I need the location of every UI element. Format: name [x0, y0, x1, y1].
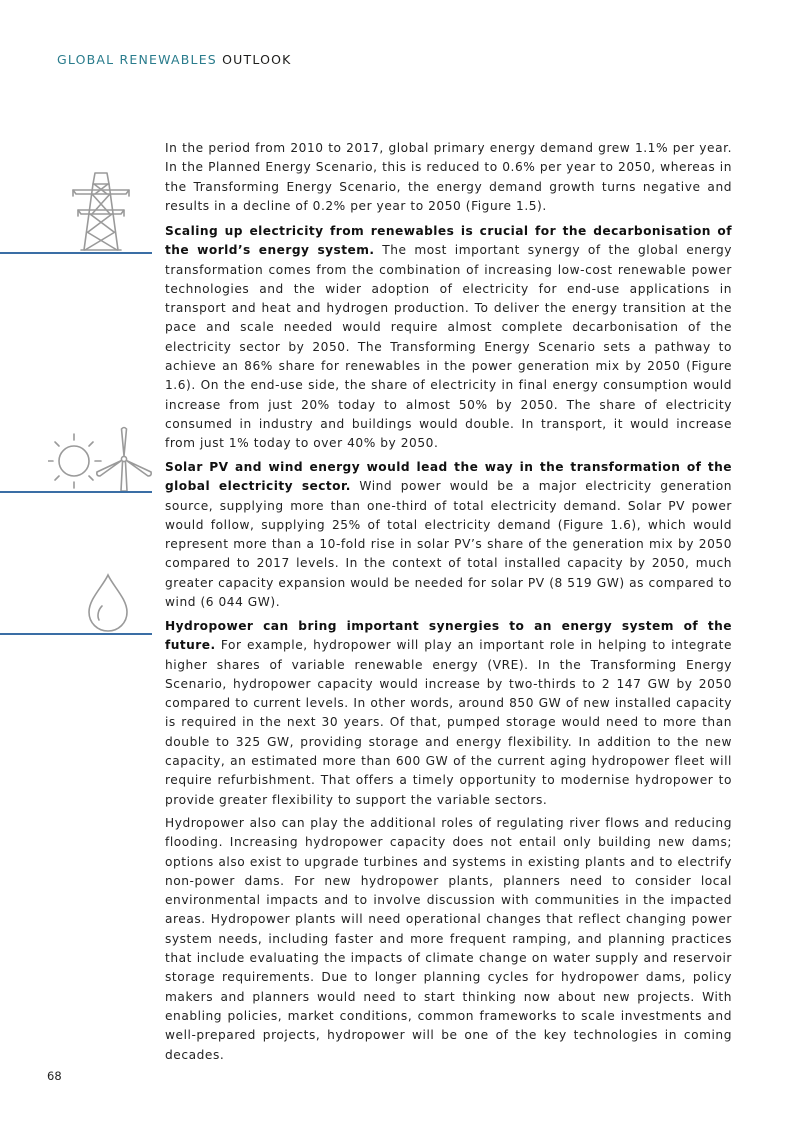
running-header [57, 52, 292, 67]
paragraph-lead: Hydropower can bring important synergies to an energy system of the future. [165, 619, 732, 653]
page-number: 68 [47, 1069, 62, 1083]
paragraph-text: In the period from 2010 to 2017, global primary energy demand grew 1.1% per year. In the Planned Energy Scenario, this is reduced to 0.6% per year to 2050, whereas in the Transforming Energy Scenario, the energy demand growth turns negative and results in a decline of 0.2% per year to 2050 (Figure 1.5). [165, 141, 732, 213]
water-drop-icon [86, 573, 130, 633]
paragraph-lead: Solar PV and wind energy would lead the way in the transformation of the global electricity sector. [165, 460, 732, 494]
paragraph-text: Wind power would be a major electricity generation source, supplying more than one-third of total electricity demand. Solar PV power would follow, supplying 25% of total electricity demand (Figure 1.6), which would represent more than a 10-fold rise in solar PV’s share of the generation mix by 2050 compared to 2017 levels. In the context of total installed capacity by 2050, much greater capacity expansion would be needed for solar PV (8 519 GW) as compared to wind (6 044 GW). [165, 479, 732, 610]
paragraph-text: Hydropower also can play the additional roles of regulating river flows and reducing flooding. Increasing hydropower capacity does not entail only building new dams; options also exist to upgrade turbines and systems in existing plants and to electrify non-power dams. For new hydropower plants, planners need to consider local environmental impacts and to involve discussion with communities in the impacted areas. Hydropower plants will need operational changes that reflect changing power system needs, including faster and more frequent ramping, and planning practices that include evaluating the impacts of climate change on water supply and reservoir storage requirements. Due to longer planning cycles for hydropower dams, policy makers and planners would need to start thinking now about new projects. With enabling policies, market conditions, common frameworks to scale investments and well-prepared projects, hydropower will be one of the key technologies in coming decades. [165, 816, 732, 1062]
section-rule [0, 491, 152, 493]
paragraph-3 [165, 458, 732, 612]
paragraph-lead: Scaling up electricity from renewables is crucial for the decarbonisation of the world’s energy system. [165, 224, 732, 258]
sun-and-wind-turbine-icon [48, 425, 156, 493]
paragraph-5 [165, 814, 732, 1065]
paragraph-1 [165, 139, 732, 216]
paragraph-text: For example, hydropower will play an important role in helping to integrate higher shares of variable renewable energy (VRE). In the Transforming Energy Scenario, hydropower capacity would increase by two-thirds to 2 147 GW by 2050 compared to current levels. In other words, around 850 GW of new installed capacity is required in the next 30 years. Of that, pumped storage would need to more than double to 325 GW, providing storage and energy flexibility. In addition to the new capacity, an estimated more than 600 GW of the current aging hydropower fleet will require refurbishment. That offers a timely opportunity to modernise hydropower to provide greater flexibility to support the variable sectors. [165, 638, 732, 807]
header-rest: OUTLOOK [222, 52, 292, 67]
transmission-tower-icon [70, 170, 132, 252]
paragraph-2 [165, 222, 732, 454]
section-rule [0, 252, 152, 254]
header-accent: GLOBAL RENEWABLES [57, 52, 217, 67]
paragraph-text: The most important synergy of the global energy transformation comes from the combination of increasing low-cost renewable power technologies and the wider adoption of electricity for end-use applications in transport and heat and hydrogen production. To deliver the energy transition at the pace and scale needed would require almost complete decarbonisation of the electricity sector by 2050. The Transforming Energy Scenario sets a pathway to achieve an 86% share for renewables in the power generation mix by 2050 (Figure 1.6). On the end-use side, the share of electricity in final energy consumption would increase from just 20% today to almost 50% by 2050. The share of electricity consumed in industry and buildings would double. In transport, it would increase from just 1% today to over 40% by 2050. [165, 243, 732, 451]
paragraph-4 [165, 617, 732, 810]
section-rule [0, 633, 152, 635]
